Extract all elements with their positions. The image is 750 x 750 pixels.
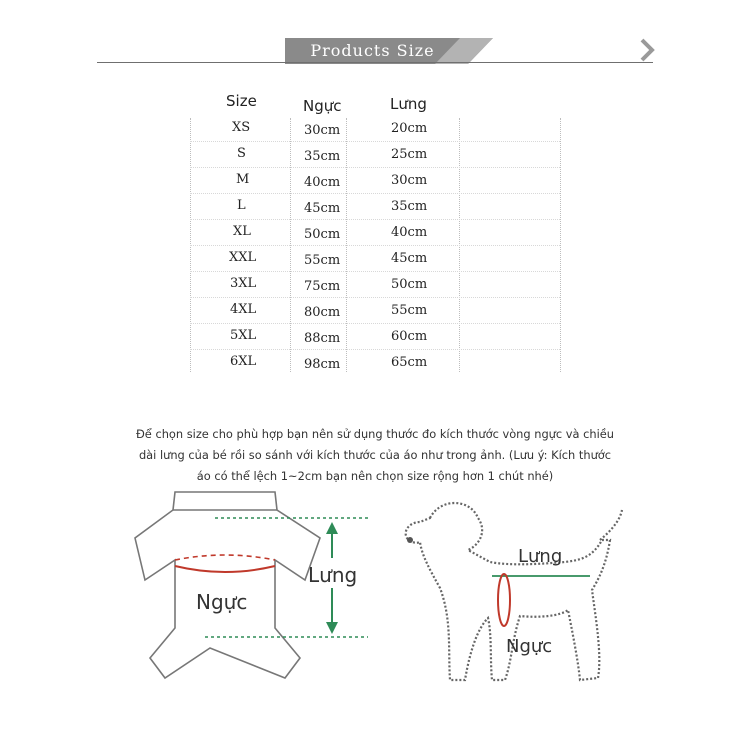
table-cell-back: 50cm: [391, 277, 428, 292]
table-cell-back: 35cm: [391, 199, 428, 214]
table-cell-chest: 40cm: [304, 175, 341, 190]
table-cell-chest: 30cm: [304, 123, 341, 138]
table-cell-back: 25cm: [391, 147, 428, 162]
table-cell-chest: 55cm: [304, 253, 341, 268]
dog-back-label: Lưng: [518, 546, 563, 567]
table-cell-chest: 45cm: [304, 201, 341, 216]
table-cell-size: XS: [232, 120, 251, 135]
table-cell-size: 5XL: [230, 328, 257, 343]
table-cell-back: 60cm: [391, 329, 428, 344]
table-grid-line: [190, 193, 560, 195]
column-header-back: Lưng: [390, 95, 427, 113]
table-grid-line: [560, 118, 562, 372]
arrow-down-icon: [326, 622, 338, 634]
sizing-instructions: [110, 424, 640, 487]
table-cell-chest: 75cm: [304, 279, 341, 294]
measurement-diagrams: [0, 480, 750, 730]
shirt-chest-label: Ngực: [196, 590, 248, 614]
table-grid-line: [190, 245, 560, 247]
instructions-line: dài lưng của bé rồi so sánh với kích thước của áo như trong ảnh. (Lưu ý: Kích thước: [138, 448, 612, 462]
table-cell-back: 45cm: [391, 251, 428, 266]
instructions-line: áo có thể lệch 1~2cm bạn nên chọn size rộng hơn 1 chút nhé): [196, 469, 554, 483]
table-cell-back: 55cm: [391, 303, 428, 318]
table-grid-line: [190, 323, 560, 325]
table-cell-chest: 80cm: [304, 305, 341, 320]
table-cell-back: 30cm: [391, 173, 428, 188]
table-grid-line: [190, 141, 560, 143]
table-cell-back: 40cm: [391, 225, 428, 240]
column-header-chest: Ngực: [303, 97, 342, 115]
table-cell-size: 6XL: [230, 354, 257, 369]
table-cell-back: 65cm: [391, 355, 428, 370]
table-cell-size: L: [237, 198, 246, 213]
table-grid-line: [190, 167, 560, 169]
table-grid-line: [190, 349, 560, 351]
table-cell-chest: 98cm: [304, 357, 341, 372]
dog-nose: [407, 537, 413, 543]
table-cell-chest: 88cm: [304, 331, 341, 346]
shirt-back-label: Lưng: [308, 563, 358, 587]
table-cell-size: XXL: [229, 250, 257, 265]
table-cell-size: S: [237, 146, 246, 161]
chest-measure-line: [175, 566, 275, 572]
table-grid-line: [190, 271, 560, 273]
arrow-up-icon: [326, 522, 338, 534]
chest-measure-dashed: [175, 555, 275, 560]
dog-chest-measure-ring: [498, 574, 510, 626]
table-cell-size: 4XL: [230, 302, 257, 317]
table-grid-line: [190, 297, 560, 299]
table-grid-line: [190, 219, 560, 221]
table-cell-size: M: [236, 172, 250, 187]
table-cell-back: 20cm: [391, 121, 428, 136]
dog-chest-label: Ngực: [506, 636, 553, 657]
shirt-outline: [135, 492, 320, 678]
dog-tail: [600, 510, 622, 540]
shirt-measurement-diagram: [0, 480, 750, 730]
column-header-size: Size: [226, 92, 257, 110]
header-title: Products Size: [310, 41, 435, 60]
table-cell-chest: 50cm: [304, 227, 341, 242]
instructions-line: Để chọn size cho phù hợp bạn nên sử dụng thước đo kích thước vòng ngực và chiều: [135, 427, 614, 441]
table-cell-chest: 35cm: [304, 149, 341, 164]
table-cell-size: XL: [233, 224, 251, 239]
table-cell-size: 3XL: [230, 276, 257, 291]
